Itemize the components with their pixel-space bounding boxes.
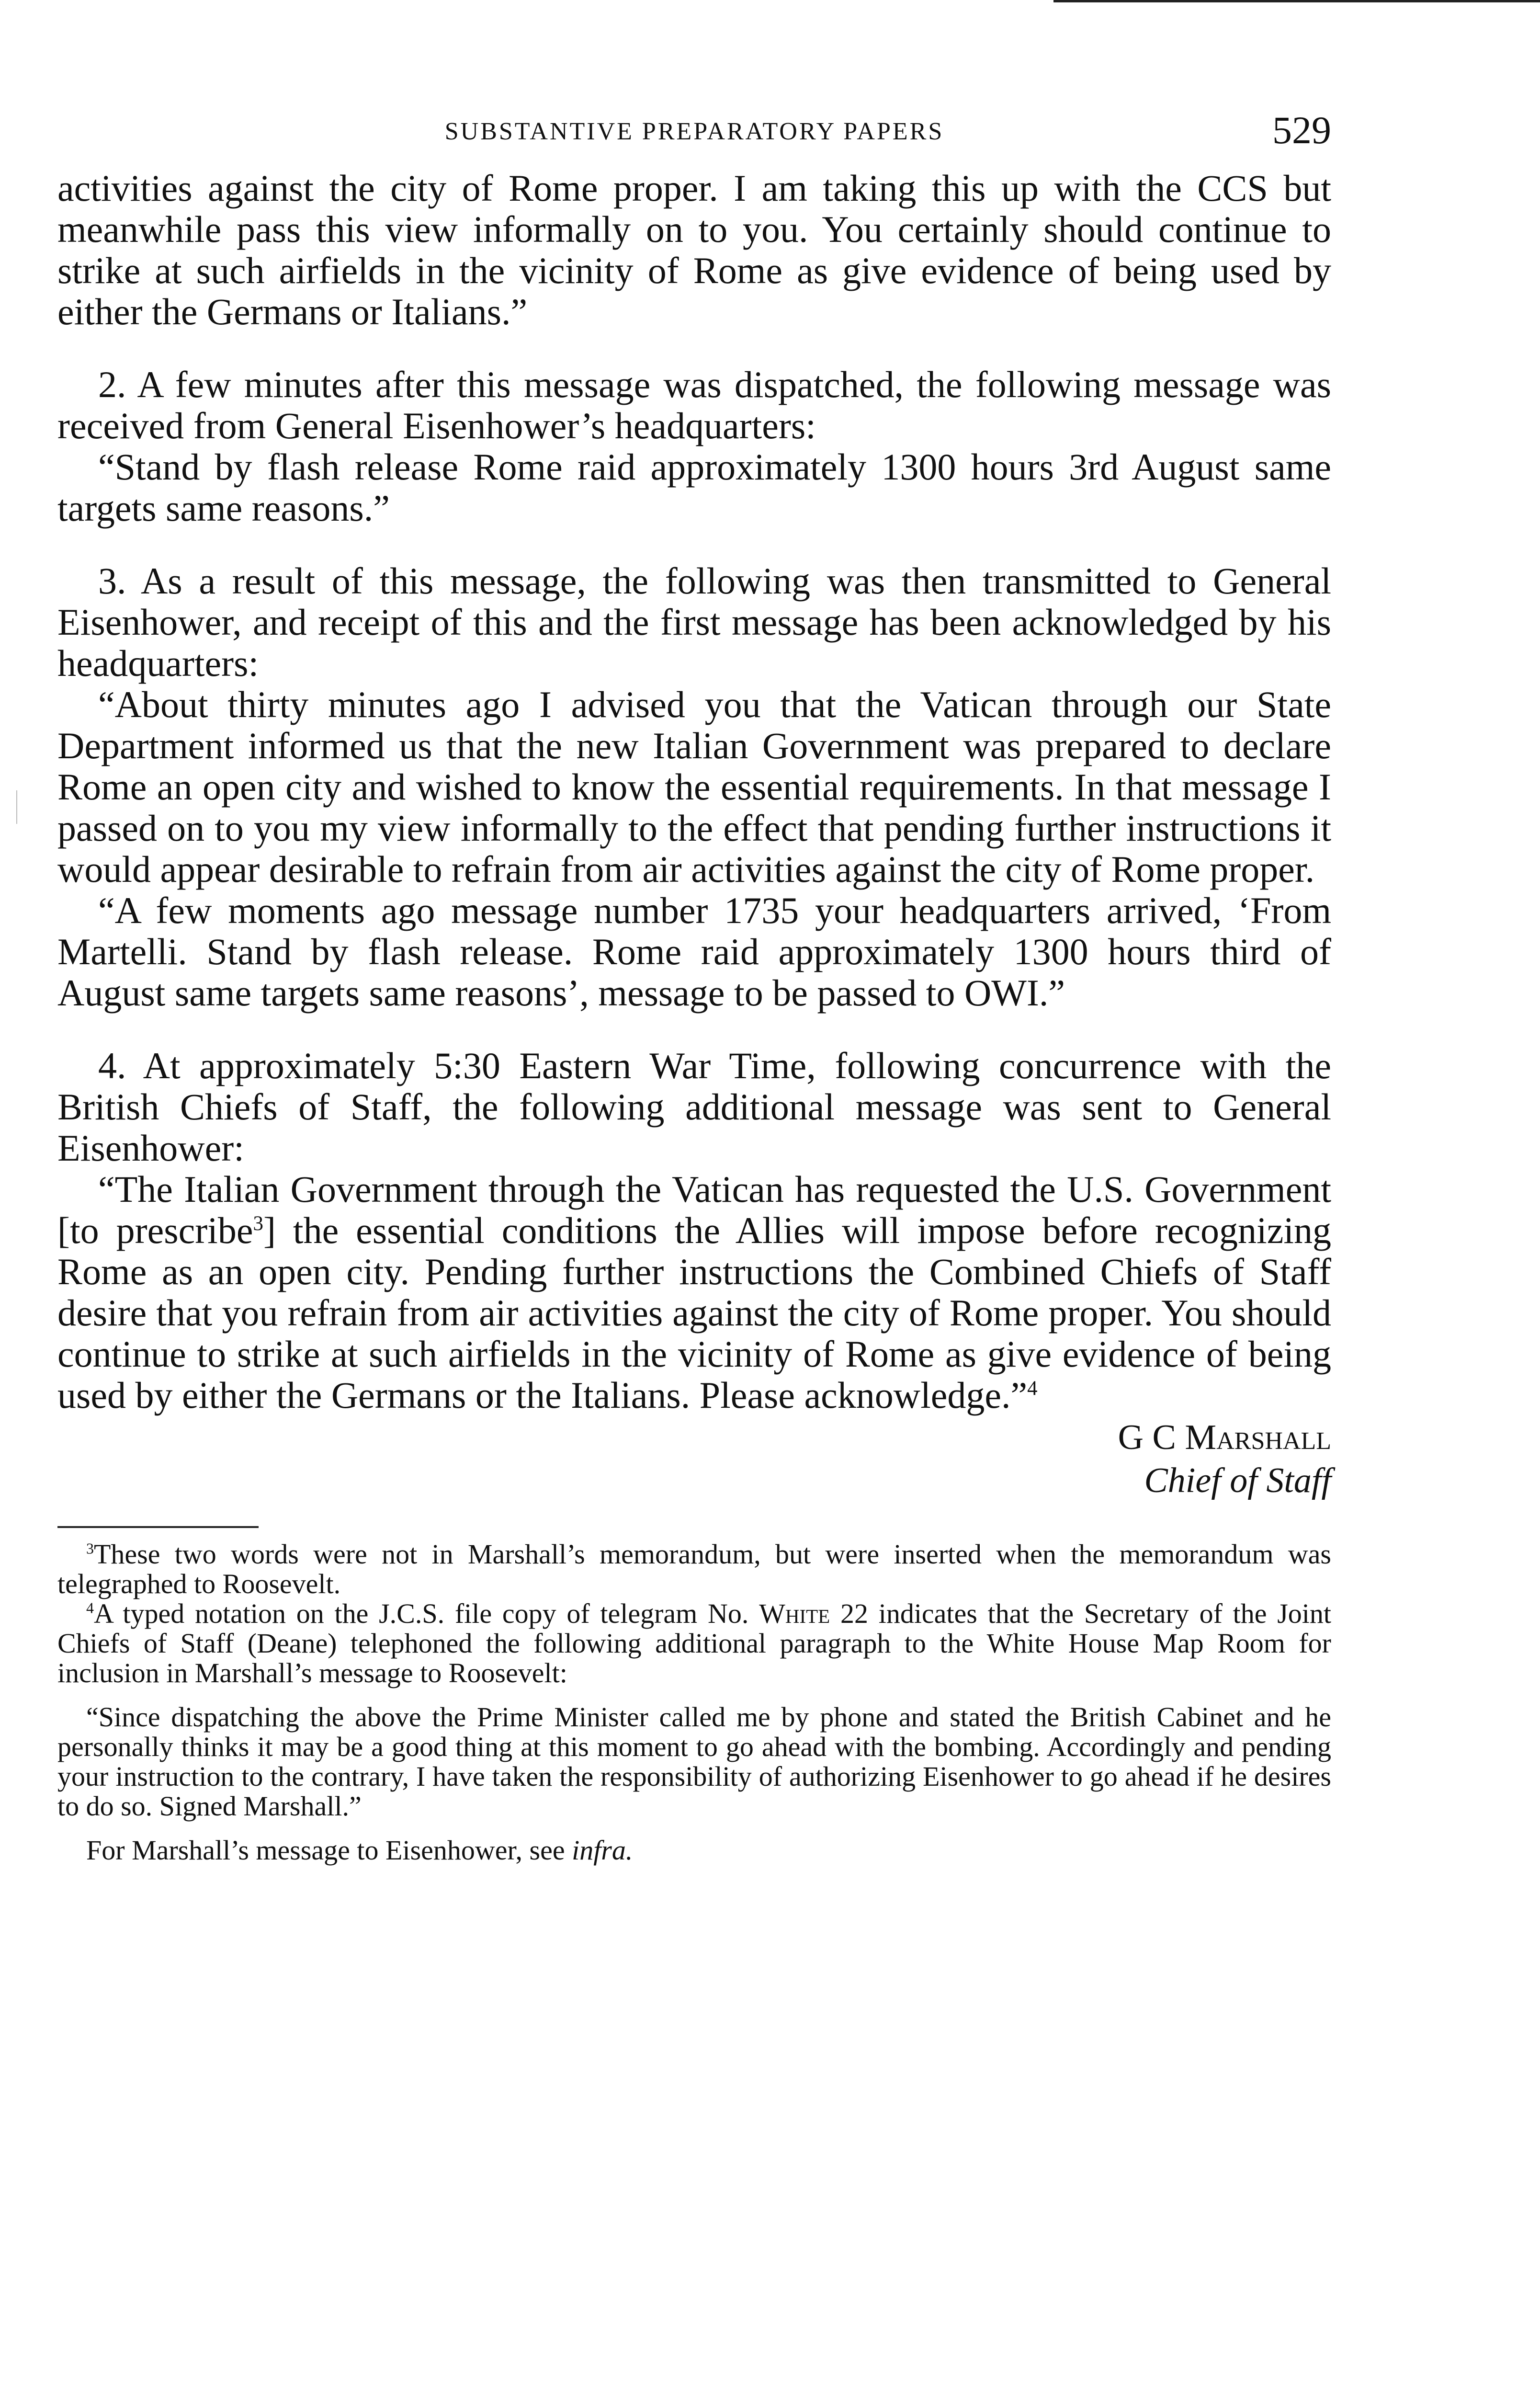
- footnote-ref-3: 3: [253, 1212, 263, 1235]
- footnote-4-quote: “Since dispatching the above the Prime Minister called me by phone and stated the British Cabinet and he personally thinks it may be a good thing at this moment to go ahead with the bombing. Accordingly and pending your instruction to the contrary, I have taken the responsibility of authorizing Eisenhower to go ahead if he desires to do so. Signed Marshall.”: [57, 1701, 1331, 1822]
- footnote-3: [57, 1540, 1331, 1599]
- page-number: 529: [1272, 108, 1331, 152]
- footnote-4-see-also: For Marshall’s message to Eisenhower, see infra.: [86, 1835, 633, 1866]
- footnote-3-text: These two words were not in Marshall’s memorandum, but were inserted when the memorandum was telegraphed to Roosevelt.: [57, 1539, 1331, 1599]
- footnote-4: $^4$A typed notation on the J.C.S. file copy of telegram No. White 22 indicates that the Secretary of the Joint Chiefs of Staff (Deane) telephoned the following additional paragraph to the White House Map Room for inclusion in Marshall’s message to Roosevelt:: [57, 1598, 1332, 1688]
- paragraph-3: 3. As a result of this message, the following was then transmitted to General Eisenhower, and receipt of this and the first message has been acknowledged by his headquarters:: [57, 560, 1331, 684]
- telegram-code: White: [759, 1598, 830, 1629]
- continued-paragraph: activities against the city of Rome proper. I am taking this up with the CCS but meanwhile pass this view informally on to you. You certainly should continue to strike at such airfields in the vicinity of Rome as give evidence of being used by either the Germans or Italians.”: [57, 167, 1331, 332]
- signature-name: G C Marshall: [1118, 1418, 1331, 1457]
- quote-flash-release: “Stand by flash release Rome raid approximately 1300 hours 3rd August same targets same reasons.”: [57, 446, 1331, 529]
- footnote-3-mark: 3: [86, 1540, 94, 1557]
- quote-text-part2: ] the essential conditions the Allies will impose before recognizing Rome as an open city. Pending further instructions the Combined Chiefs of Staff desire that you refrain from air activities against the city of Rome proper. You should continue to strike at such airfields in the vicinity of Rome as give evidence of being used by either the Germans or the Italians. Please acknowledge.”: [57, 1209, 1332, 1416]
- gutter-mark: [16, 790, 17, 824]
- top-edge-rule: [1053, 0, 1540, 2]
- signature-surname: Marshall: [1185, 1418, 1331, 1457]
- infra-reference: infra.: [572, 1835, 633, 1866]
- signature-role: Chief of Staff: [1144, 1461, 1331, 1500]
- footnote-4-mark: 4: [86, 1599, 94, 1617]
- signature-block: [57, 1416, 1331, 1502]
- quote-message-1735: “A few moments ago message number 1735 your headquarters arrived, ‘From Martelli. Stand by flash release. Rome raid approximately 1300 hours third of August same targets same reasons’, message to be passed to OWI.”: [57, 890, 1331, 1014]
- page-header: [57, 96, 1331, 168]
- running-head: SUBSTANTIVE PREPARATORY PAPERS: [444, 118, 944, 145]
- document-page: [57, 96, 1331, 1865]
- footnote-ref-4: 4: [1027, 1377, 1038, 1400]
- footnote-rule: [57, 1526, 259, 1528]
- quote-vatican-message: “About thirty minutes ago I advised you that the Vatican through our State Department informed us that the new Italian Government was prepared to declare Rome an open city and wished to know the essential requirements. In that message I passed on to you my view informally to the effect that pending further instructions it would appear desirable to refrain from air activities against the city of Rome proper.: [57, 684, 1331, 890]
- paragraph-2: 2. A few minutes after this message was dispatched, the following message was received from General Eisenhower’s headquarters:: [57, 364, 1331, 446]
- paragraph-4: 4. At approximately 5:30 Eastern War Time, following concurrence with the British Chiefs of Staff, the following additional message was sent to General Eisenhower:: [57, 1045, 1331, 1169]
- quote-additional-message: [57, 1169, 1331, 1416]
- quote-text-part1: “The Italian Government through the Vatican has requested the U.S. Government [to prescribe: [57, 1168, 1331, 1251]
